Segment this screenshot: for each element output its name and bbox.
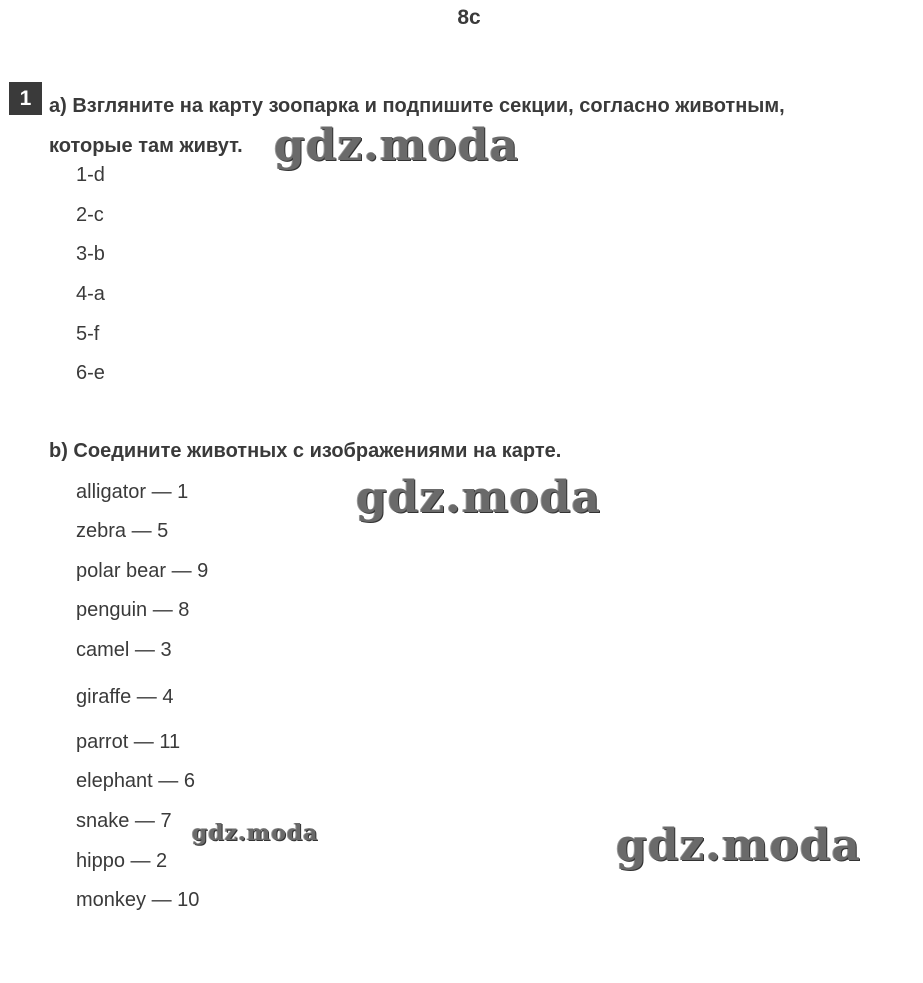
watermark-logo: gdz.moda <box>616 820 862 871</box>
instruction-a-line1: a) Взгляните на карту зоопарка и подпишите секции, согласно животным, <box>49 95 785 117</box>
watermark-logo: gdz.moda <box>274 120 520 171</box>
answer-b-11: monkey — 10 <box>76 889 200 911</box>
answer-a-6: 6-e <box>76 362 105 384</box>
exercise-number-badge: 1 <box>9 82 42 115</box>
answer-b-4: penguin — 8 <box>76 599 190 621</box>
answer-b-1: alligator — 1 <box>76 481 189 503</box>
watermark-logo: gdz.moda <box>192 820 319 846</box>
answer-b-8: elephant — 6 <box>76 770 195 792</box>
instruction-b: b) Соедините животных с изображениями на карте. <box>49 440 562 462</box>
instruction-a-line2: которые там живут. <box>49 135 243 157</box>
answer-b-5: camel — 3 <box>76 639 172 661</box>
answer-b-7: parrot — 11 <box>76 731 181 753</box>
watermark-logo: gdz.moda <box>356 472 602 523</box>
answer-b-9: snake — 7 <box>76 810 172 832</box>
answer-a-4: 4-a <box>76 283 105 305</box>
page-heading: 8c <box>457 6 481 29</box>
answer-a-5: 5-f <box>76 323 100 345</box>
answer-b-2: zebra — 5 <box>76 520 169 542</box>
answer-a-1: 1-d <box>76 164 105 186</box>
answer-b-10: hippo — 2 <box>76 850 168 872</box>
answer-b-3: polar bear — 9 <box>76 560 209 582</box>
answer-a-2: 2-c <box>76 204 104 226</box>
answer-b-6: giraffe — 4 <box>76 686 174 708</box>
answer-a-3: 3-b <box>76 243 105 265</box>
